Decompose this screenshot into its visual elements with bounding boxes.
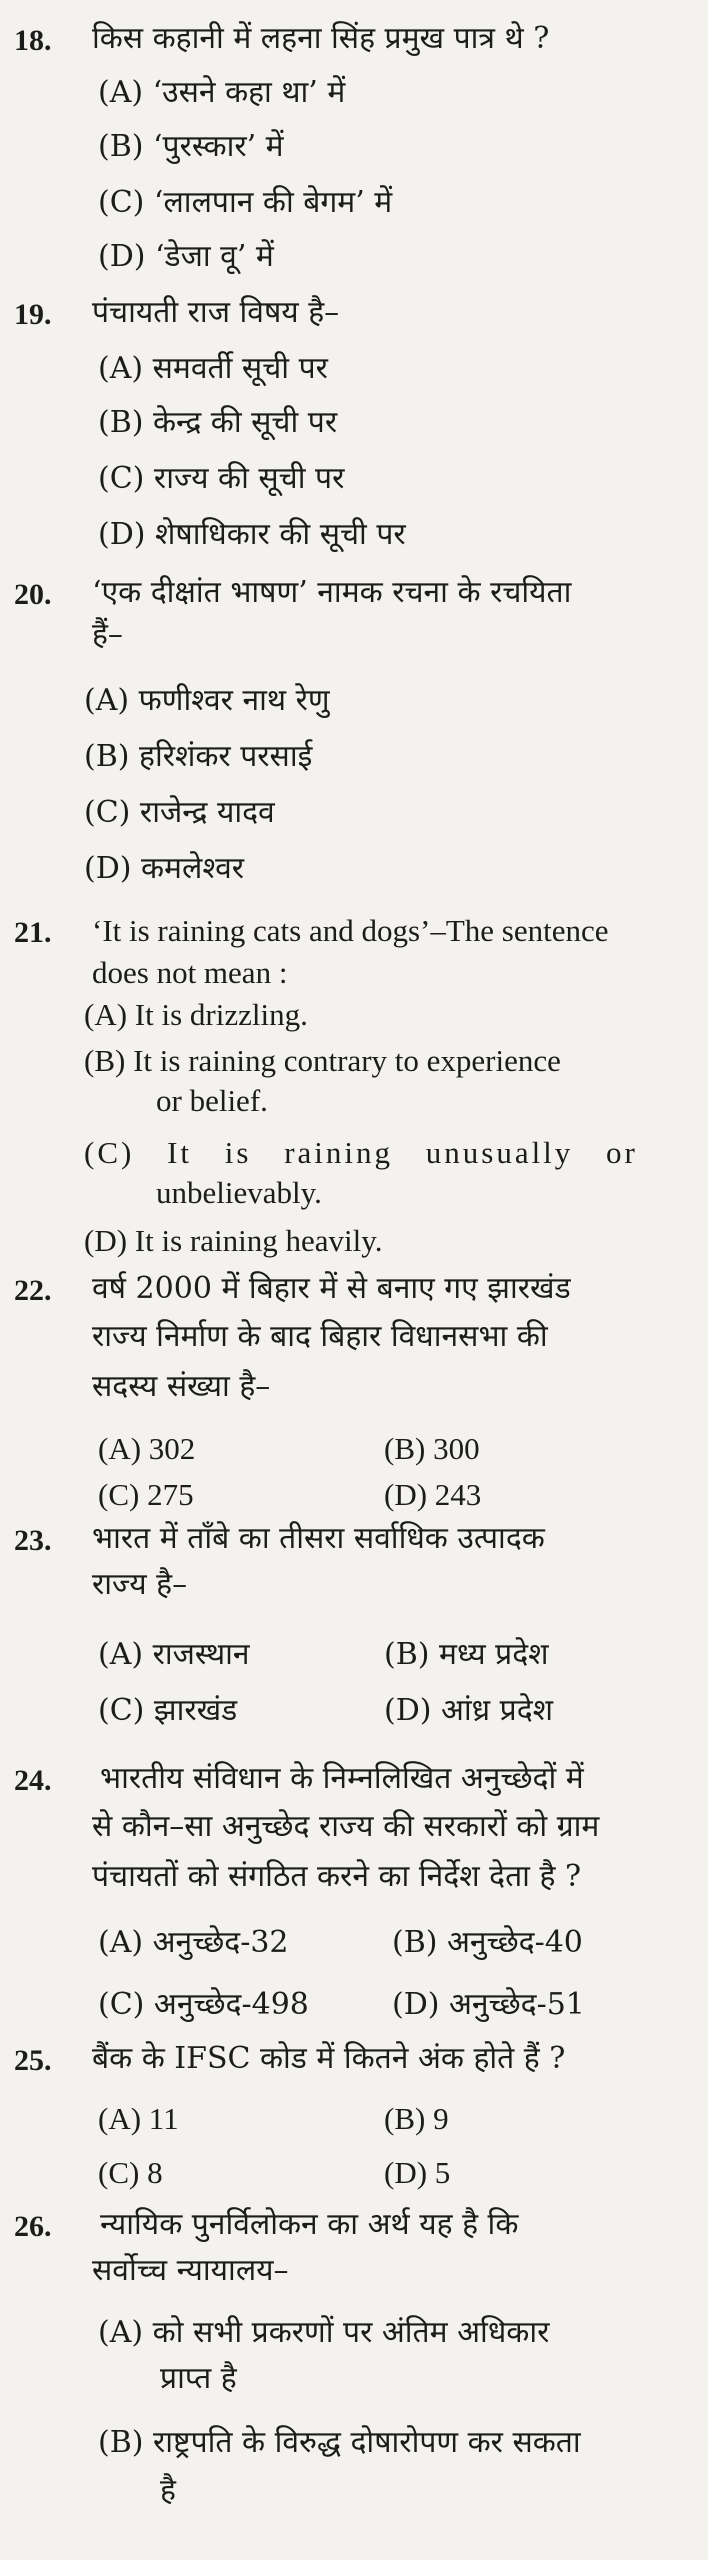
question-number: 24. (14, 1764, 52, 1797)
option-d: (D) It is raining heavily. (84, 1223, 383, 1258)
option-b: (B) 9 (384, 2101, 449, 2136)
question-text-line-1: वर्ष 2000 में बिहार में से बनाए गए झारखंड (92, 1271, 571, 1306)
option-c: (C) राज्य की सूची पर (98, 461, 345, 496)
question-number: 25. (14, 2044, 52, 2077)
option-b-continuation: or belief. (156, 1083, 268, 1118)
option-c: (C) अनुच्छेद-498 (98, 1987, 309, 2022)
question-number: 26. (14, 2210, 52, 2243)
question-number: 20. (14, 578, 52, 611)
option-d: (D) आंध्र प्रदेश (384, 1693, 554, 1728)
option-c: (C) 275 (98, 1477, 194, 1512)
option-b: (B) केन्द्र की सूची पर (98, 405, 338, 440)
question-text-line-2: does not mean : (92, 955, 288, 990)
option-d: (D) कमलेश्वर (84, 851, 245, 886)
option-b-continuation: है (160, 2473, 176, 2508)
option-a: (A) अनुच्छेद-32 (98, 1925, 289, 1960)
option-a: (A) फणीश्वर नाथ रेणु (84, 683, 330, 718)
option-b: (B) 300 (384, 1431, 480, 1466)
question-text-line-1: ‘एक दीक्षांत भाषण’ नामक रचना के रचयिता (92, 575, 572, 610)
question-text-line-2: सर्वोच्च न्यायालय– (92, 2253, 289, 2288)
question-text-line-3: पंचायतों को संगठित करने का निर्देश देता है ? (92, 1859, 582, 1894)
option-a: (A) 302 (98, 1431, 196, 1466)
option-d: (D) अनुच्छेद-51 (392, 1987, 585, 2022)
option-b: (B) ‘पुरस्कार’ में (98, 129, 284, 164)
question-number: 19. (14, 298, 52, 331)
question-text: पंचायती राज विषय है– (92, 295, 340, 330)
option-c: (C) झारखंड (98, 1693, 238, 1728)
question-text-line-1: भारतीय संविधान के निम्नलिखित अनुच्छेदों में (100, 1761, 584, 1796)
option-d: (D) 5 (384, 2155, 451, 2190)
question-number: 18. (14, 24, 52, 57)
question-text-line-2: से कौन–सा अनुच्छेद राज्य की सरकारों को ग्राम (92, 1809, 600, 1844)
option-a: (A) समवर्ती सूची पर (98, 351, 328, 386)
option-a: (A) राजस्थान (98, 1637, 250, 1672)
question-text-line-2: राज्य है– (92, 1567, 188, 1602)
option-a: (A) It is drizzling. (84, 997, 308, 1032)
option-c: (C) 8 (98, 2155, 163, 2190)
question-text-line-2: राज्य निर्माण के बाद बिहार विधानसभा की (92, 1319, 548, 1354)
option-d: (D) 243 (384, 1477, 482, 1512)
option-c: (C) ‘लालपान की बेगम’ में (98, 185, 393, 220)
option-b: (B) अनुच्छेद-40 (392, 1925, 583, 1960)
option-b: (B) It is raining contrary to experience (84, 1043, 561, 1078)
option-b: (B) राष्ट्रपति के विरुद्ध दोषारोपण कर सकता (98, 2425, 581, 2460)
option-c: (C) राजेन्द्र यादव (84, 795, 275, 830)
option-a: (A) ‘उसने कहा था’ में (98, 75, 346, 110)
question-number: 22. (14, 1274, 52, 1307)
option-a: (A) 11 (98, 2101, 179, 2136)
question-number: 23. (14, 1524, 52, 1557)
option-c: (C) It is raining unusually or (84, 1135, 638, 1170)
option-b: (B) मध्य प्रदेश (384, 1637, 549, 1672)
question-text-line-1: न्यायिक पुनर्विलोकन का अर्थ यह है कि (100, 2207, 519, 2242)
question-text: किस कहानी में लहना सिंह प्रमुख पात्र थे ? (92, 21, 550, 56)
option-d: (D) ‘डेजा वू’ में (98, 239, 274, 274)
question-text-line-1: भारत में ताँबे का तीसरा सर्वाधिक उत्पादक (92, 1521, 545, 1556)
question-number: 21. (14, 916, 52, 949)
option-d: (D) शेषाधिकार की सूची पर (98, 517, 406, 552)
question-text-line-3: सदस्य संख्या है– (92, 1369, 271, 1404)
question-text-line-1: ‘It is raining cats and dogs’–The sentence (92, 913, 609, 948)
option-b: (B) हरिशंकर परसाई (84, 739, 313, 774)
question-text-line-2: हैं– (92, 617, 123, 652)
option-c-continuation: unbelievably. (156, 1175, 322, 1210)
option-a: (A) को सभी प्रकरणों पर अंतिम अधिकार (98, 2315, 550, 2350)
option-a-continuation: प्राप्त है (160, 2361, 237, 2396)
question-text: बैंक के IFSC कोड में कितने अंक होते हैं ? (92, 2041, 566, 2076)
